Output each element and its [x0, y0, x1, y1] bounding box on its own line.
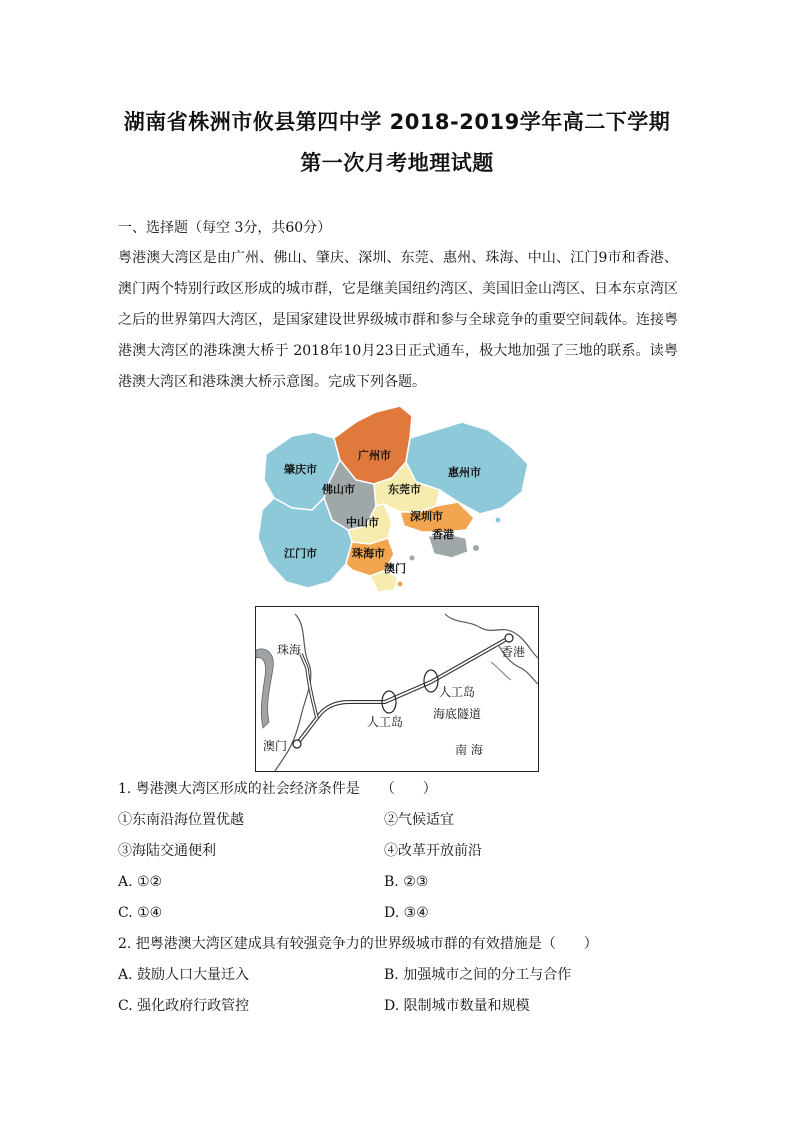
section-header: 一、选择题（每空 3分，共60分）: [118, 220, 332, 236]
map-label-zhaoqing: 肇庆市: [284, 463, 317, 476]
map-label-shenzhen: 深圳市: [410, 510, 443, 523]
map-label-macao: 澳门: [384, 562, 406, 575]
question-1-stem: 1. 粤港澳大湾区形成的社会经济条件是 （ ）: [118, 781, 437, 797]
page-subtitle: 第一次月考地理试题: [300, 151, 494, 175]
bridge-label-tunnel: 海底隧道: [433, 707, 482, 721]
map-label-huizhou: 惠州市: [448, 466, 481, 479]
q1-statement-3: ③海陆交通便利: [118, 843, 216, 859]
q2-option-b: B. 加强城市之间的分工与合作: [384, 967, 572, 983]
bridge-map: [255, 606, 539, 772]
bridge-label-island-east: 人工岛: [439, 685, 476, 699]
page-title: 湖南省株洲市攸县第四中学 2018-2019学年高二下学期: [123, 110, 671, 134]
q1-statement-2: ②气候适宜: [384, 812, 454, 828]
q2-option-d: D. 限制城市数量和规模: [384, 998, 530, 1014]
bridge-label-island-west: 人工岛: [367, 715, 404, 729]
bridge-label-macao: 澳门: [263, 739, 288, 753]
endpoint-macao: [293, 740, 301, 748]
map-label-dongguan: 东莞市: [388, 483, 421, 496]
q1-statement-1: ①东南沿海位置优越: [118, 812, 244, 828]
q2-option-c: C. 强化政府行政管控: [118, 998, 250, 1014]
bridge-label-zhuhai: 珠海: [277, 643, 302, 657]
bridge-label-south-sea: 南 海: [455, 743, 483, 757]
q1-option-c: C. ①④: [118, 905, 163, 921]
q1-option-d: D. ③④: [384, 905, 429, 921]
question-2-stem: 2. 把粤港澳大湾区建成具有较强竞争力的世界级城市群的有效措施是（ ）: [118, 936, 598, 952]
map-label-foshan: 佛山市: [322, 483, 355, 496]
map-label-hongkong: 香港: [432, 528, 454, 541]
intro-paragraph: 粤港澳大湾区是由广州、佛山、肇庆、深圳、东莞、惠州、珠海、中山、江门9市和香港、澳门两个特别行政区形成的城市群，它是继美国纽约湾区、美国旧金山湾区、日本东京湾区之后的世界第四大湾区，是国家建设世界级城市群和参与全球竞争的重要空间载体。连接粤港澳大湾区的港珠澳大桥于 2018年10月23日正式通车，极大地加强了三地的联系。读粤港澳大湾区和港珠澳大桥示意图。完成下列各题。: [118, 250, 678, 390]
map-label-zhuhai: 珠海市: [352, 547, 385, 560]
map-label-guangzhou: 广州市: [358, 449, 391, 462]
endpoint-hongkong: [505, 634, 513, 642]
map-label-zhongshan: 中山市: [346, 516, 379, 529]
map-label-jiangmen: 江门市: [284, 547, 317, 560]
q1-option-a: A. ①②: [118, 874, 163, 890]
q2-option-a: A. 鼓励人口大量迁入: [118, 967, 250, 983]
bay-area-map: [252, 402, 542, 602]
q1-option-b: B. ②③: [384, 874, 429, 890]
bridge-label-hongkong: 香港: [501, 645, 526, 659]
q1-statement-4: ④改革开放前沿: [384, 843, 482, 859]
